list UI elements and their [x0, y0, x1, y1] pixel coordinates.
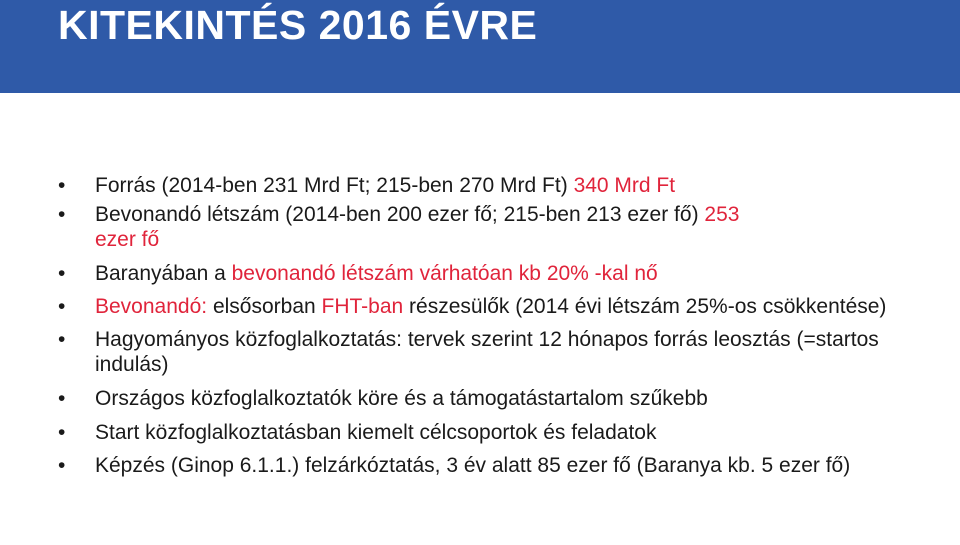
bullet-dot-icon: • [58, 387, 66, 410]
bullet-text: Országos közfoglalkoztatók köre és a támogatástartalom szűkebb [95, 387, 708, 410]
bullet-dot-icon: • [58, 421, 66, 444]
bullet-dot-icon: • [58, 174, 66, 197]
bullet-highlight: bevonandó létszám várhatóan kb 20% -kal nő [231, 262, 658, 285]
bullet-text: Start közfoglalkoztatásban kiemelt célcsoportok és feladatok [95, 421, 657, 444]
bullet-text: Képzés (Ginop 6.1.1.) felzárkóztatás, 3 év alatt 85 ezer fő (Baranya kb. 5 ezer fő) [95, 454, 851, 477]
bullet-highlight: Bevonandó: [95, 295, 213, 318]
title-bar [0, 0, 960, 93]
bullet-text: Baranyában a [95, 262, 232, 285]
bullet-item [58, 386, 938, 411]
bullet-text: Hagyományos közfoglalkoztatás: tervek szerint 12 hónapos forrás leosztás (=startos indulás) [95, 328, 879, 376]
bullet-item [58, 261, 938, 286]
bullet-dot-icon: • [58, 328, 66, 351]
bullet-text: Forrás (2014-ben 231 Mrd Ft; 215-ben 270 Mrd Ft) [95, 174, 574, 197]
bullet-item [58, 420, 938, 445]
bullet-list [58, 170, 938, 478]
bullet-text: Bevonandó létszám (2014-ben 200 ezer fő; 215-ben 213 ezer fő) [95, 203, 705, 226]
bullet-highlight: 253 [704, 203, 740, 226]
bullet-highlight: FHT-ban [321, 295, 410, 318]
bullet-dot-icon: • [58, 203, 66, 226]
bullet-dot-icon: • [58, 295, 66, 318]
bullet-item [58, 202, 938, 252]
bullet-item [58, 294, 938, 319]
bullet-dot-icon: • [58, 262, 66, 285]
bullet-text: elsősorban [212, 295, 322, 318]
bullet-highlight: 340 Mrd Ft [573, 174, 676, 197]
bullet-item [58, 453, 938, 478]
bullet-highlight: ezer fő [95, 228, 160, 251]
slide-title: KITEKINTÉS 2016 ÉVRE [58, 2, 538, 48]
bullet-item [58, 173, 938, 198]
bullet-item [58, 327, 938, 377]
bullet-text: részesülők (2014 évi létszám 25%-os csökkentése) [409, 295, 887, 318]
bullet-dot-icon: • [58, 454, 66, 477]
